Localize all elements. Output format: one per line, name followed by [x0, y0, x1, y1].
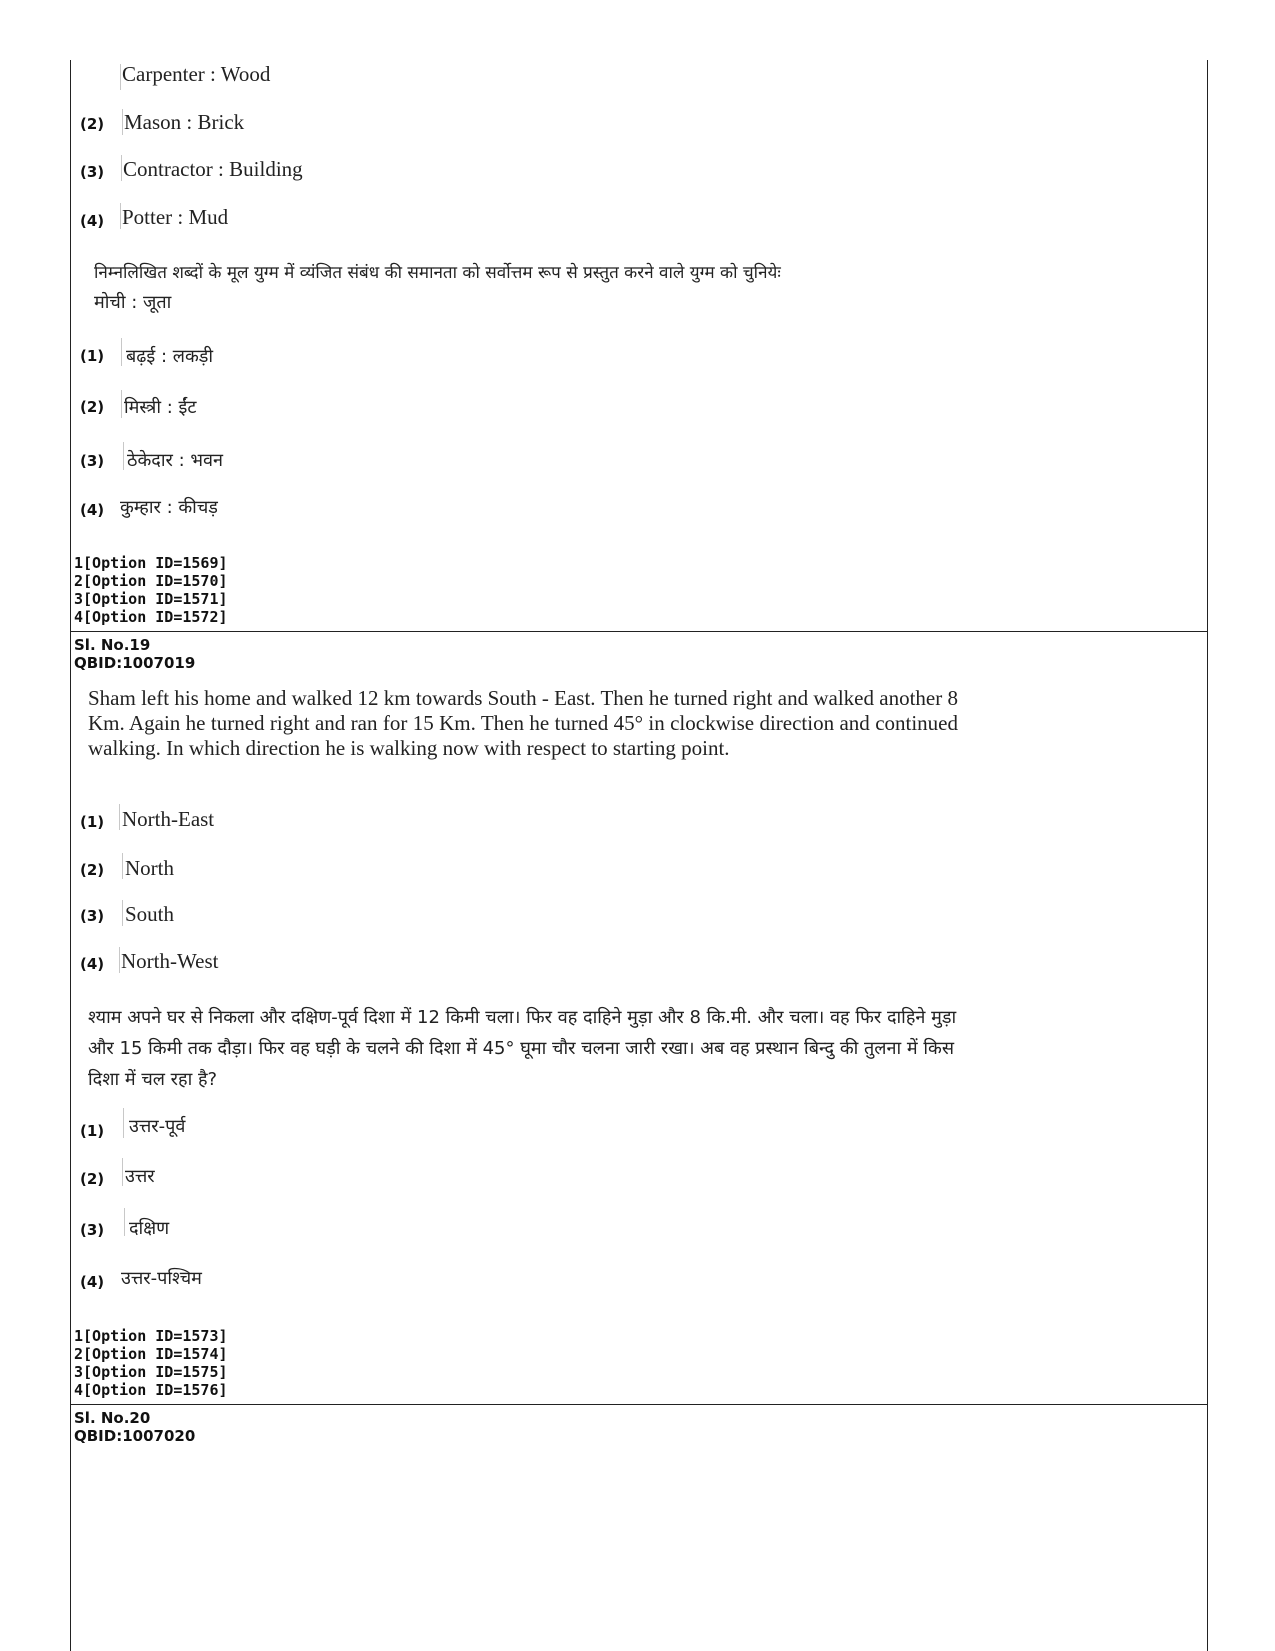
q18-hi-option-3-number: (3)	[80, 452, 105, 470]
section-divider	[71, 1404, 1207, 1405]
q18-en-option-1-text: Carpenter : Wood	[122, 62, 271, 86]
text-cursor-mark	[122, 900, 123, 926]
text-cursor-mark	[123, 442, 124, 470]
q20-qbid: QBID:1007020	[74, 1427, 196, 1445]
text-cursor-mark	[120, 203, 121, 229]
q20-header	[74, 1409, 195, 1445]
q18-hi-option-4-number: (4)	[80, 501, 105, 519]
text-cursor-mark	[121, 338, 122, 366]
q19-hi-option-3-text: दक्षिण	[129, 1218, 170, 1239]
q18-option-id-2: 2[Option ID=1570]	[74, 572, 228, 590]
q19-en-option-2-text: North	[125, 856, 174, 880]
q19-option-ids	[74, 1327, 228, 1399]
q19-hi-option-1-number: (1)	[80, 1122, 105, 1140]
q19-en-option-2-number: (2)	[80, 861, 105, 879]
q18-option-ids	[74, 554, 228, 626]
q19-en-option-4-number: (4)	[80, 955, 105, 973]
q19-hi-option-2-number: (2)	[80, 1170, 105, 1188]
q19-qbid: QBID:1007019	[74, 654, 196, 672]
q19-sl-no: Sl. No.19	[74, 636, 151, 654]
q18-en-option-4-text: Potter : Mud	[122, 205, 229, 229]
text-cursor-mark	[122, 109, 123, 135]
q19-en-option-1-text: North-East	[122, 807, 215, 831]
q18-hi-option-1-text: बढ़ई : लकड़ी	[126, 346, 214, 367]
text-cursor-mark	[122, 853, 123, 879]
q18-hi-option-2-text: मिस्त्री : ईंट	[124, 397, 197, 418]
text-cursor-mark	[122, 1158, 123, 1186]
q19-en-option-3-number: (3)	[80, 907, 105, 925]
q18-hi-option-4-text: कुम्हार : कीचड़	[120, 497, 218, 518]
q19-en-option-3-text: South	[125, 902, 175, 926]
text-cursor-mark	[120, 64, 121, 90]
q18-en-option-3-text: Contractor : Building	[123, 157, 303, 181]
q18-option-id-3: 3[Option ID=1571]	[74, 590, 228, 608]
q18-en-option-3-number: (3)	[80, 163, 105, 181]
q19-hi-option-4-number: (4)	[80, 1273, 105, 1291]
q19-en-option-4-text: North-West	[121, 949, 219, 973]
q19-header	[74, 636, 195, 672]
q19-hi-option-4-text: उत्तर-पश्चिम	[121, 1268, 202, 1289]
q18-option-id-1: 1[Option ID=1569]	[74, 554, 228, 572]
text-cursor-mark	[121, 390, 122, 418]
q18-en-option-2-text: Mason : Brick	[124, 110, 245, 134]
q18-option-id-4: 4[Option ID=1572]	[74, 608, 228, 626]
q18-hi-stem-line2: मोची : जूता	[94, 292, 172, 313]
q18-en-option-2-number: (2)	[80, 115, 105, 133]
q20-sl-no: Sl. No.20	[74, 1409, 151, 1427]
section-divider	[71, 631, 1207, 632]
text-cursor-mark	[124, 1208, 125, 1236]
q19-option-id-4: 4[Option ID=1576]	[74, 1381, 228, 1399]
q19-hi-option-3-number: (3)	[80, 1221, 105, 1239]
q19-hi-option-2-text: उत्तर	[125, 1166, 155, 1187]
text-cursor-mark	[119, 804, 120, 830]
q18-hi-option-3-text: ठेकेदार : भवन	[127, 450, 224, 471]
q19-en-option-1-number: (1)	[80, 813, 105, 831]
q18-hi-stem-line1: निम्नलिखित शब्दों के मूल युग्म में व्यंजित संबंध की समानता को सर्वोत्तम रूप से प्रस्तुत करने वाले युग्म को चुनियेः	[94, 263, 781, 283]
q19-option-id-1: 1[Option ID=1573]	[74, 1327, 228, 1345]
text-cursor-mark	[121, 155, 122, 181]
q19-hi-option-1-text: उत्तर-पूर्व	[129, 1116, 186, 1137]
q18-hi-option-2-number: (2)	[80, 398, 105, 416]
q19-option-id-3: 3[Option ID=1575]	[74, 1363, 228, 1381]
page-frame	[70, 60, 1208, 1651]
text-cursor-mark	[123, 1108, 124, 1138]
q19-hi-stem: श्याम अपने घर से निकला और दक्षिण-पूर्व दिशा में 12 किमी चला। फिर वह दाहिने मुड़ा और 8 कि.मी. और चला। वह फिर दाहिने मुड़ा और 15 किमी तक दौड़ा। फिर वह घड़ी के चलने की दिशा में 45° घूमा चौर चलना जारी रखा। अब वह प्रस्थान बिन्दु की तुलना में किस दिशा में चल रहा है?	[88, 1007, 957, 1090]
text-cursor-mark	[119, 947, 120, 973]
q19-en-stem: Sham left his home and walked 12 km towards South - East. Then he turned right and walked another 8 Km. Again he turned right and ran for 15 Km. Then he turned 45° in clockwise direction and continued walking. In which direction he is walking now with respect to starting point.	[88, 686, 958, 760]
q18-en-option-4-number: (4)	[80, 212, 105, 230]
q18-hi-option-1-number: (1)	[80, 347, 105, 365]
q19-option-id-2: 2[Option ID=1574]	[74, 1345, 228, 1363]
